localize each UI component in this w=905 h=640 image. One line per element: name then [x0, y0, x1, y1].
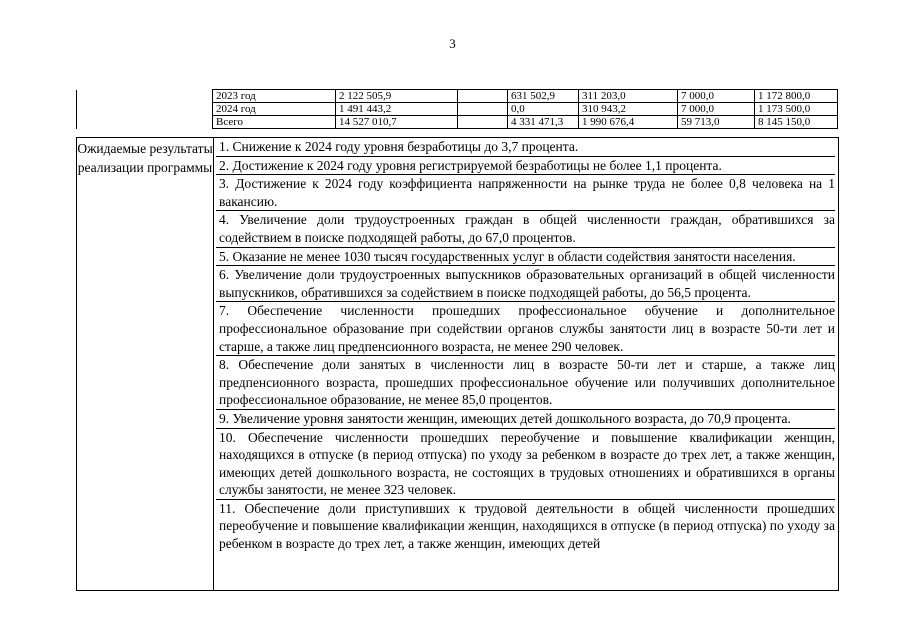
blank-cell	[77, 116, 213, 129]
table-cell: 1 491 443,2	[336, 103, 458, 116]
table-cell: 311 203,0	[579, 90, 678, 103]
table-cell	[458, 90, 508, 103]
section-label: Ожидаемые результаты реализации программы	[77, 138, 214, 591]
list-item: 6. Увеличение доли трудоустроенных выпускников образовательных организаций в общей численности выпускников, обратившихся за содействием в поиске подходящей работы, до 56,5 процента.	[216, 266, 835, 302]
table-cell: 4 331 471,3	[508, 116, 579, 129]
list-item: 7. Обеспечение численности прошедших профессиональное обучение и дополнительное профессиональное образование при содействии органов службы занятости лиц в возрасте 50-ти лет и старше, а также лиц предпенсионного возраста, не менее 290 человек.	[216, 302, 835, 356]
list-item: 9. Увеличение уровня занятости женщин, имеющих детей дошкольного возраста, до 70,9 процента.	[216, 410, 835, 429]
list-item: 11. Обеспечение доли приступивших к трудовой деятельности в общей численности прошедших переобучение и повышение квалификации женщин, находящихся в отпуске (в период отпуска) по уходу за ребенком в возрасте до трех лет, а также женщин, имеющих детей	[219, 500, 835, 552]
list-item: 1. Снижение к 2024 году уровня безработицы до 3,7 процента.	[216, 138, 835, 157]
table-cell: 14 527 010,7	[336, 116, 458, 129]
list-item: 5. Оказание не менее 1030 тысяч государственных услуг в области содействия занятости населения.	[216, 248, 835, 267]
page-number: 3	[449, 36, 456, 51]
table-cell: 631 502,9	[508, 90, 579, 103]
blank-cell	[77, 90, 213, 103]
row-label: 2023 год	[213, 90, 336, 103]
expected-results-section	[76, 137, 839, 591]
list-item: 4. Увеличение доли трудоустроенных граждан в общей численности граждан, обратившихся за содействием в поиске подходящей работы, до 67,0 процентов.	[216, 211, 835, 247]
table-cell: 59 713,0	[678, 116, 755, 129]
table-cell: 1 172 800,0	[755, 90, 838, 103]
table-cell: 0,0	[508, 103, 579, 116]
table-cell: 8 145 150,0	[755, 116, 838, 129]
table-cell: 2 122 505,9	[336, 90, 458, 103]
table-cell	[458, 103, 508, 116]
table-cell	[458, 116, 508, 129]
finance-table	[76, 89, 838, 129]
table-row	[77, 90, 838, 103]
table-row	[77, 103, 838, 116]
row-label: Всего	[213, 116, 336, 129]
table-cell: 310 943,2	[579, 103, 678, 116]
table-cell: 7 000,0	[678, 90, 755, 103]
row-label: 2024 год	[213, 103, 336, 116]
table-cell: 1 990 676,4	[579, 116, 678, 129]
list-item: 2. Достижение к 2024 году уровня регистрируемой безработицы не более 1,1 процента.	[216, 157, 835, 176]
table-cell: 7 000,0	[678, 103, 755, 116]
list-item: 8. Обеспечение доли занятых в численности лиц в возрасте 50-ти лет и старше, а также лиц предпенсионного возраста, прошедших профессиональное обучение или получивших дополнительное профессиональное образование, не менее 85,0 процентов.	[216, 356, 835, 410]
list-item: 10. Обеспечение численности прошедших переобучение и повышение квалификации женщин, находящихся в отпуске (в период отпуска) по уходу за ребенком в возрасте до трех лет, а также женщин, имеющих детей дошкольного возраста, не состоящих в трудовых отношениях и обратившихся в органы службы занятости, не менее 323 человек.	[216, 429, 835, 500]
list-item: 3. Достижение к 2024 году коэффициента напряженности на рынке труда не более 0,8 человека на 1 вакансию.	[216, 175, 835, 211]
blank-cell	[77, 103, 213, 116]
results-list	[216, 138, 835, 553]
table-row	[77, 116, 838, 129]
table-cell: 1 173 500,0	[755, 103, 838, 116]
